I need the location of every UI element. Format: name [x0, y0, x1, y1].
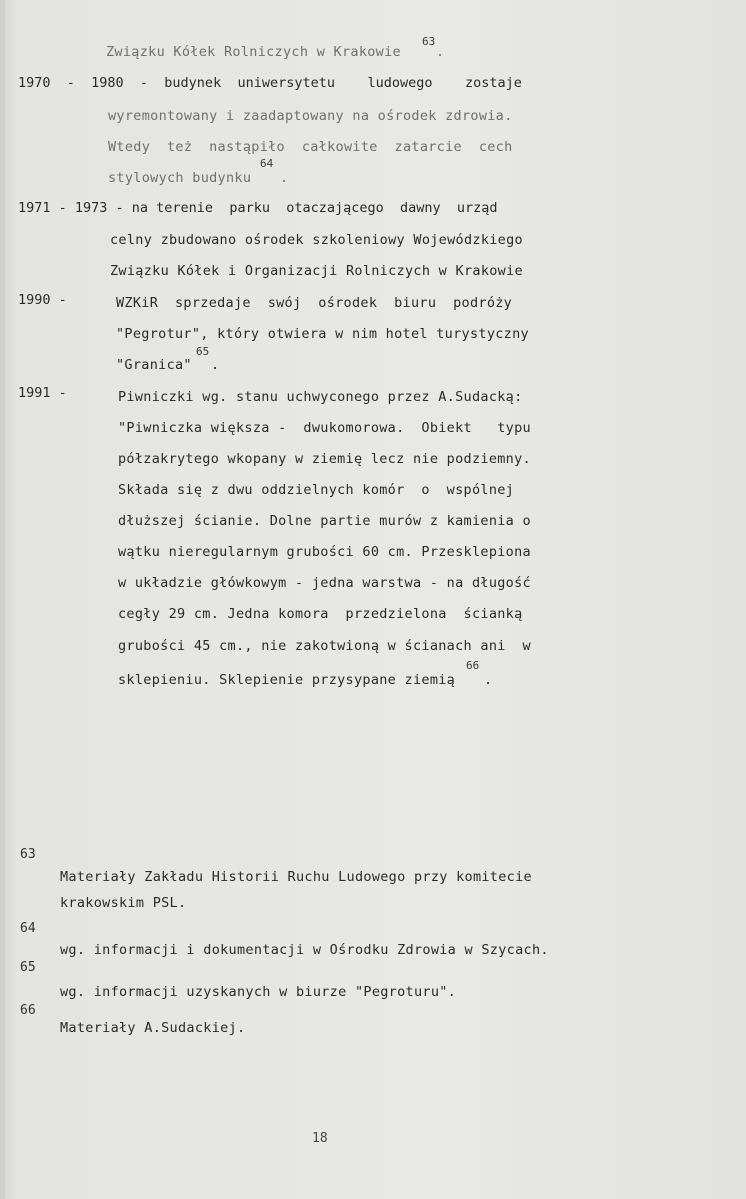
entry-1990: 1990 -: [18, 292, 67, 308]
text-line: półzakrytego wkopany w ziemię lecz nie podziemny.: [118, 451, 531, 467]
text-line: Składa się z dwu oddzielnych komór o wspólnej: [118, 482, 515, 498]
text-line: stylowych budynku: [108, 170, 252, 186]
entry-1991: 1991 -: [18, 385, 67, 401]
footnote-text-66: Materiały A.Sudackiej.: [60, 1020, 246, 1036]
footnote-number-64: 64: [20, 921, 36, 936]
text-line: cegły 29 cm. Jedna komora przedzielona ścianką: [118, 606, 523, 622]
entry-1971-1973: 1971 - 1973 - na terenie parku otaczającego dawny urząd: [18, 200, 498, 216]
entry-1970-1980: 1970 - 1980 - budynek uniwersytetu ludowego zostaje: [18, 75, 522, 91]
text-line-period: .: [436, 44, 445, 60]
footnote-number-66: 66: [20, 1003, 36, 1018]
binding-edge: [0, 0, 5, 1199]
text-line: dłuższej ścianie. Dolne partie murów z kamienia o: [118, 513, 531, 529]
text-line: "Granica": [116, 357, 192, 373]
footnote-number-63: 63: [20, 847, 36, 862]
text-line: wyremontowany i zaadaptowany na ośrodek zdrowia.: [108, 108, 513, 124]
text-line: wątku nieregularnym grubości 60 cm. Przesklepiona: [118, 544, 531, 560]
footnote-ref-65: 65: [196, 345, 210, 358]
text-line: "Pegrotur", który otwiera w nim hotel turystyczny: [116, 326, 529, 342]
text-line: WZKiR sprzedaje swój ośrodek biuru podróży: [116, 295, 513, 311]
text-line: Piwniczki wg. stanu uchwyconego przez A.Sudacką:: [118, 389, 523, 405]
footnote-text-63: Materiały Zakładu Historii Ruchu Ludowego przy komitecie: [60, 869, 532, 885]
footnote-ref-66: 66: [466, 659, 480, 672]
footnote-text-65: wg. informacji uzyskanych w biurze "Pegroturu".: [60, 984, 457, 1000]
footnote-text-63-cont: krakowskim PSL.: [60, 895, 187, 911]
text-line: Związku Kółek Rolniczych w Krakowie: [106, 44, 401, 60]
text-line-period: .: [280, 170, 289, 186]
text-line: w układzie główkowym - jedna warstwa - na długość: [118, 575, 531, 591]
footnote-ref-63: 63: [422, 35, 436, 48]
text-line: Związku Kółek i Organizacji Rolniczych w Krakowie: [110, 263, 523, 279]
text-line: grubości 45 cm., nie zakotwioną w ścianach ani w: [118, 638, 531, 654]
text-line: "Piwniczka większa - dwukomorowa. Obiekt typu: [118, 420, 531, 436]
page-number: 18: [312, 1131, 328, 1146]
text-line-period: .: [484, 672, 493, 688]
footnote-text-64: wg. informacji i dokumentacji w Ośrodku Zdrowia w Szycach.: [60, 942, 549, 958]
footnote-number-65: 65: [20, 960, 36, 975]
text-line: sklepieniu. Sklepienie przysypane ziemią: [118, 672, 456, 688]
text-line: Wtedy też nastąpiło całkowite zatarcie cech: [108, 139, 513, 155]
text-line-period: .: [211, 357, 220, 373]
text-line: celny zbudowano ośrodek szkoleniowy Wojewódzkiego: [110, 232, 523, 248]
footnote-ref-64: 64: [260, 157, 274, 170]
